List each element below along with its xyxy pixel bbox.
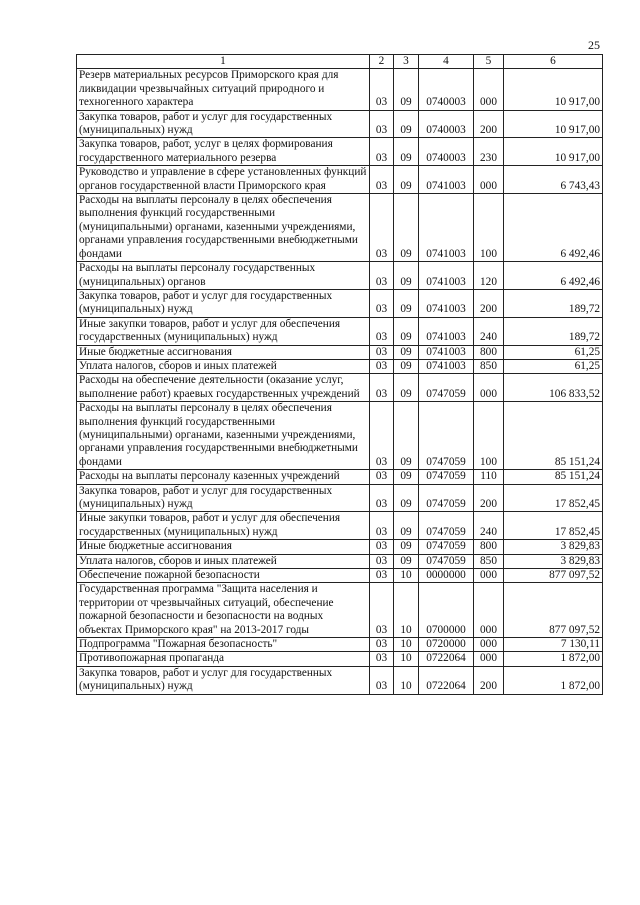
section-code: 03 xyxy=(370,569,394,583)
expense-type-code: 000 xyxy=(474,583,504,638)
subsection-code: 09 xyxy=(394,138,419,166)
row-name: Закупка товаров, работ и услуг для государственных (муниципальных) нужд xyxy=(77,289,370,317)
row-name: Закупка товаров, работ, услуг в целях формирования государственного материального резерва xyxy=(77,138,370,166)
header-row xyxy=(77,55,603,69)
target-code: 0740003 xyxy=(419,138,474,166)
amount: 1 872,00 xyxy=(504,652,603,666)
subsection-code: 09 xyxy=(394,317,419,345)
subsection-code: 09 xyxy=(394,470,419,484)
subsection-code: 10 xyxy=(394,569,419,583)
table-row xyxy=(77,512,603,540)
amount: 7 130,11 xyxy=(504,638,603,652)
expense-type-code: 230 xyxy=(474,138,504,166)
expense-type-code: 200 xyxy=(474,289,504,317)
section-code: 03 xyxy=(370,374,394,402)
subsection-code: 09 xyxy=(394,289,419,317)
header-col-5: 5 xyxy=(474,55,504,69)
header-col-1: 1 xyxy=(77,55,370,69)
row-name: Уплата налогов, сборов и иных платежей xyxy=(77,554,370,568)
subsection-code: 09 xyxy=(394,484,419,512)
subsection-code: 09 xyxy=(394,402,419,470)
expense-type-code: 200 xyxy=(474,666,504,694)
amount: 1 872,00 xyxy=(504,666,603,694)
expense-type-code: 000 xyxy=(474,638,504,652)
table-row xyxy=(77,110,603,138)
target-code: 0741003 xyxy=(419,345,474,359)
subsection-code: 09 xyxy=(394,359,419,373)
amount: 189,72 xyxy=(504,289,603,317)
row-name: Иные бюджетные ассигнования xyxy=(77,345,370,359)
target-code: 0747059 xyxy=(419,554,474,568)
expense-type-code: 800 xyxy=(474,540,504,554)
section-code: 03 xyxy=(370,110,394,138)
subsection-code: 10 xyxy=(394,583,419,638)
subsection-code: 10 xyxy=(394,666,419,694)
expense-type-code: 800 xyxy=(474,345,504,359)
row-name: Расходы на обеспечение деятельности (оказание услуг, выполнение работ) краевых государственных учреждений xyxy=(77,374,370,402)
amount: 877 097,52 xyxy=(504,569,603,583)
section-code: 03 xyxy=(370,138,394,166)
expense-type-code: 000 xyxy=(474,166,504,194)
table-row xyxy=(77,194,603,262)
section-code: 03 xyxy=(370,666,394,694)
amount: 85 151,24 xyxy=(504,402,603,470)
amount: 3 829,83 xyxy=(504,540,603,554)
table-row xyxy=(77,374,603,402)
expense-type-code: 110 xyxy=(474,470,504,484)
expense-type-code: 120 xyxy=(474,262,504,290)
section-code: 03 xyxy=(370,262,394,290)
table-row xyxy=(77,359,603,373)
amount: 10 917,00 xyxy=(504,138,603,166)
row-name: Расходы на выплаты персоналу в целях обеспечения выполнения функций государственными (муниципальными) органами, казенными учреждениями, органами управления государственными внебюджетными фондами xyxy=(77,194,370,262)
subsection-code: 09 xyxy=(394,166,419,194)
row-name: Уплата налогов, сборов и иных платежей xyxy=(77,359,370,373)
target-code: 0741003 xyxy=(419,166,474,194)
target-code: 0747059 xyxy=(419,484,474,512)
page-number: 25 xyxy=(588,38,600,52)
target-code: 0740003 xyxy=(419,69,474,110)
table-row xyxy=(77,345,603,359)
amount: 3 829,83 xyxy=(504,554,603,568)
section-code: 03 xyxy=(370,540,394,554)
target-code: 0722064 xyxy=(419,652,474,666)
target-code: 0741003 xyxy=(419,262,474,290)
section-code: 03 xyxy=(370,583,394,638)
target-code: 0741003 xyxy=(419,317,474,345)
section-code: 03 xyxy=(370,194,394,262)
table-row xyxy=(77,289,603,317)
subsection-code: 09 xyxy=(394,69,419,110)
expense-type-code: 000 xyxy=(474,69,504,110)
header-col-6: 6 xyxy=(504,55,603,69)
subsection-code: 09 xyxy=(394,194,419,262)
expense-type-code: 100 xyxy=(474,402,504,470)
amount: 10 917,00 xyxy=(504,110,603,138)
subsection-code: 09 xyxy=(394,554,419,568)
section-code: 03 xyxy=(370,554,394,568)
row-name: Закупка товаров, работ и услуг для государственных (муниципальных) нужд xyxy=(77,666,370,694)
amount: 189,72 xyxy=(504,317,603,345)
expense-type-code: 240 xyxy=(474,317,504,345)
amount: 6 743,43 xyxy=(504,166,603,194)
subsection-code: 10 xyxy=(394,652,419,666)
table-row xyxy=(77,554,603,568)
target-code: 0747059 xyxy=(419,540,474,554)
expense-type-code: 200 xyxy=(474,484,504,512)
subsection-code: 09 xyxy=(394,345,419,359)
row-name: Закупка товаров, работ и услуг для государственных (муниципальных) нужд xyxy=(77,484,370,512)
row-name: Расходы на выплаты персоналу казенных учреждений xyxy=(77,470,370,484)
table-row xyxy=(77,583,603,638)
table-row xyxy=(77,69,603,110)
row-name: Подпрограмма "Пожарная безопасность" xyxy=(77,638,370,652)
target-code: 0720000 xyxy=(419,638,474,652)
section-code: 03 xyxy=(370,402,394,470)
section-code: 03 xyxy=(370,638,394,652)
target-code: 0747059 xyxy=(419,402,474,470)
subsection-code: 10 xyxy=(394,638,419,652)
expense-type-code: 000 xyxy=(474,374,504,402)
table-row xyxy=(77,470,603,484)
row-name: Расходы на выплаты персоналу в целях обеспечения выполнения функций государственными (муниципальными) органами, казенными учреждениями, органами управления государственными внебюджетными фондами xyxy=(77,402,370,470)
row-name: Резерв материальных ресурсов Приморского края для ликвидации чрезвычайных ситуаций природного и техногенного характера xyxy=(77,69,370,110)
section-code: 03 xyxy=(370,652,394,666)
table-row xyxy=(77,138,603,166)
subsection-code: 09 xyxy=(394,374,419,402)
target-code: 0741003 xyxy=(419,289,474,317)
expense-type-code: 200 xyxy=(474,110,504,138)
table-body xyxy=(77,69,603,694)
row-name: Государственная программа "Защита населения и территории от чрезвычайных ситуаций, обеспечение пожарной безопасности и безопасности на водных объектах Приморского края" на 2013-2017 годы xyxy=(77,583,370,638)
header-col-3: 3 xyxy=(394,55,419,69)
section-code: 03 xyxy=(370,345,394,359)
row-name: Противопожарная пропаганда xyxy=(77,652,370,666)
table-row xyxy=(77,402,603,470)
table-row xyxy=(77,666,603,694)
table-row xyxy=(77,262,603,290)
table-row xyxy=(77,484,603,512)
amount: 106 833,52 xyxy=(504,374,603,402)
table-row xyxy=(77,569,603,583)
target-code: 0741003 xyxy=(419,194,474,262)
amount: 17 852,45 xyxy=(504,512,603,540)
amount: 6 492,46 xyxy=(504,194,603,262)
target-code: 0741003 xyxy=(419,359,474,373)
subsection-code: 09 xyxy=(394,512,419,540)
amount: 85 151,24 xyxy=(504,470,603,484)
expense-type-code: 240 xyxy=(474,512,504,540)
row-name: Иные закупки товаров, работ и услуг для обеспечения государственных (муниципальных) нужд xyxy=(77,317,370,345)
target-code: 0740003 xyxy=(419,110,474,138)
section-code: 03 xyxy=(370,317,394,345)
row-name: Руководство и управление в сфере установленных функций органов государственной власти Приморского края xyxy=(77,166,370,194)
target-code: 0747059 xyxy=(419,470,474,484)
section-code: 03 xyxy=(370,69,394,110)
header-col-2: 2 xyxy=(370,55,394,69)
amount: 877 097,52 xyxy=(504,583,603,638)
expense-type-code: 000 xyxy=(474,569,504,583)
table-row xyxy=(77,317,603,345)
row-name: Расходы на выплаты персоналу государственных (муниципальных) органов xyxy=(77,262,370,290)
row-name: Обеспечение пожарной безопасности xyxy=(77,569,370,583)
target-code: 0000000 xyxy=(419,569,474,583)
amount: 61,25 xyxy=(504,359,603,373)
row-name: Закупка товаров, работ и услуг для государственных (муниципальных) нужд xyxy=(77,110,370,138)
row-name: Иные бюджетные ассигнования xyxy=(77,540,370,554)
section-code: 03 xyxy=(370,359,394,373)
target-code: 0700000 xyxy=(419,583,474,638)
expense-type-code: 100 xyxy=(474,194,504,262)
section-code: 03 xyxy=(370,166,394,194)
section-code: 03 xyxy=(370,470,394,484)
header-col-4: 4 xyxy=(419,55,474,69)
table-row xyxy=(77,166,603,194)
table-row xyxy=(77,638,603,652)
target-code: 0722064 xyxy=(419,666,474,694)
budget-table xyxy=(76,54,603,695)
expense-type-code: 850 xyxy=(474,554,504,568)
amount: 61,25 xyxy=(504,345,603,359)
section-code: 03 xyxy=(370,289,394,317)
section-code: 03 xyxy=(370,512,394,540)
subsection-code: 09 xyxy=(394,110,419,138)
expense-type-code: 850 xyxy=(474,359,504,373)
target-code: 0747059 xyxy=(419,374,474,402)
expense-type-code: 000 xyxy=(474,652,504,666)
section-code: 03 xyxy=(370,484,394,512)
table-row xyxy=(77,540,603,554)
table-row xyxy=(77,652,603,666)
target-code: 0747059 xyxy=(419,512,474,540)
amount: 17 852,45 xyxy=(504,484,603,512)
subsection-code: 09 xyxy=(394,262,419,290)
subsection-code: 09 xyxy=(394,540,419,554)
amount: 10 917,00 xyxy=(504,69,603,110)
row-name: Иные закупки товаров, работ и услуг для обеспечения государственных (муниципальных) нужд xyxy=(77,512,370,540)
amount: 6 492,46 xyxy=(504,262,603,290)
